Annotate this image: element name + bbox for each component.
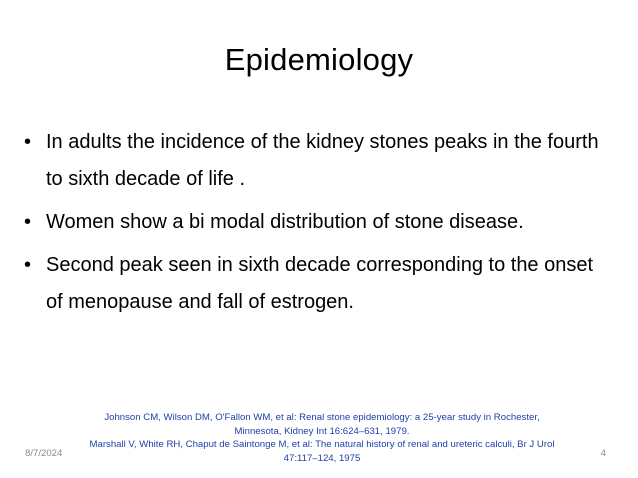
- bullet-icon: •: [24, 131, 32, 153]
- bullet-text: Women show a bi modal distribution of stone disease.: [46, 211, 524, 233]
- footer-date: 8/7/2024: [25, 448, 63, 459]
- reference-item: Johnson CM, Wilson DM, O'Fallon WM, et al: Renal stone epidemiology: a 25-year study in Rochester, Minnesota, Kidney Int 16:624–631, 1979.: [104, 412, 540, 437]
- footer-page-number: 4: [600, 448, 606, 459]
- reference-item: Marshall V, White RH, Chaput de Saintonge M, et al: The natural history of renal and ureteric calculi, Br J Urol 47:117–124, 1975: [89, 439, 555, 464]
- bullet-item: [22, 247, 612, 321]
- bullet-item: [22, 124, 612, 198]
- bullet-icon: •: [24, 211, 32, 233]
- bullet-text: In adults the incidence of the kidney stones peaks in the fourth to sixth decade of life .: [46, 131, 599, 190]
- references: [84, 411, 560, 465]
- bullet-item: [22, 204, 612, 241]
- bullet-list: [22, 124, 612, 327]
- bullet-text: Second peak seen in sixth decade corresponding to the onset of menopause and fall of estrogen.: [46, 254, 594, 313]
- slide-title: Epidemiology: [224, 42, 414, 77]
- bullet-icon: •: [24, 254, 32, 276]
